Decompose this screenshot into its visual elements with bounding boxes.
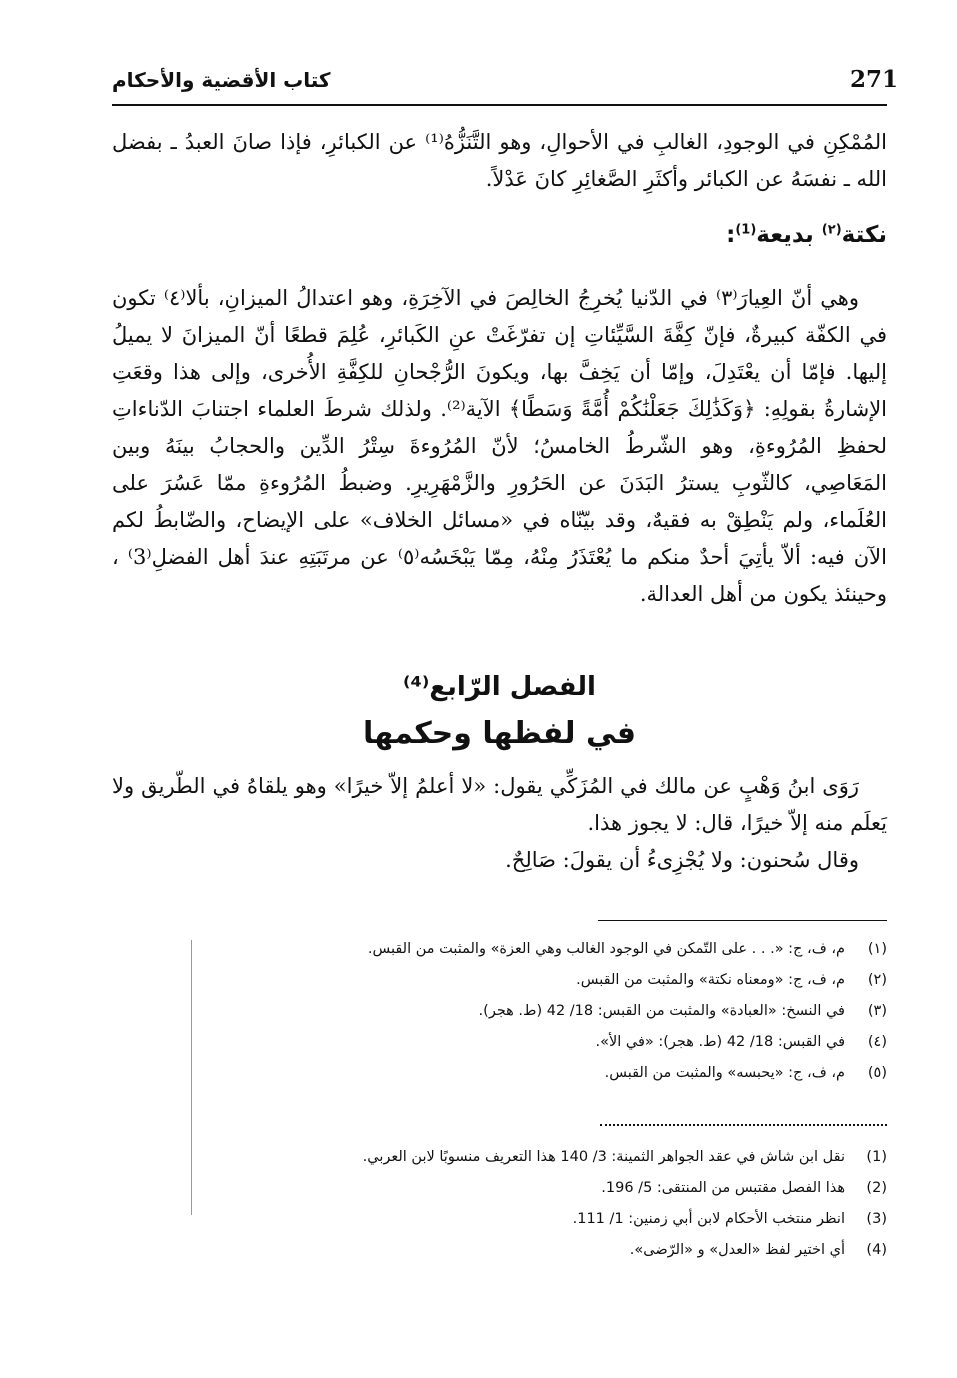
scan-margin-line — [191, 940, 192, 1215]
body-paragraph: المُمْكِنِ في الوجودِ، الغالبِ في الأحوالِ، وهو التَّنَزُّهُ⁽¹⁾ عن الكبائرِ، فإذا صانَ العبدُ ـ بفضل الله ـ نفسَهُ عن الكبائر وأكثَرِ الصَّغائِرِ كانَ عَدْلاً. — [112, 130, 887, 191]
footnote-item: (٤)في القبس: 18/ 42 (ط. هجر): «في الأ». — [595, 1034, 887, 1050]
footnote-item: (٢)م، ف، ج: «ومعناه نكتة» والمثبت من القبس. — [576, 972, 887, 988]
subheading-ref2: (1) — [735, 222, 757, 238]
body-paragraph: رَوَى ابنُ وَهْبٍ عن مالك في المُزَكِّي يقول: «لا أعلمُ إلاّ خيرًا» وهو يلقاهُ في الطّريق ولا يَعلَم منه إلاّ خيرًا، قال: لا يجوز هذا. — [112, 774, 887, 835]
subheading-colon: : — [726, 222, 736, 248]
main-paragraph-block — [112, 280, 887, 613]
page-header — [112, 62, 899, 102]
manuscript-footnotes — [112, 934, 887, 1089]
footnote-item: (4)أي اختير لفظ «العدل» و «الرّضى». — [629, 1242, 887, 1258]
chapter-title: الفصل الرّابع⁽⁴⁾ — [403, 672, 596, 702]
footnote-item: (٣)في النسخ: «العبادة» والمثبت من القبس: 18/ 42 (ط. هجر). — [478, 1003, 887, 1019]
subheading-block — [112, 222, 887, 248]
chapter-text-block — [112, 768, 887, 879]
footnote-item: (3)انظر منتخب الأحكام لابن أبي زمنين: 1/ 111. — [572, 1211, 887, 1227]
subheading — [726, 222, 887, 248]
body-paragraph: وقال سُحنون: ولا يُجْزِىءُ أن يقولَ: صَالِحٌ. — [505, 848, 859, 872]
subheading-word2: بديعة — [756, 222, 814, 248]
subheading-word1: نكتة — [841, 222, 887, 248]
running-title: كتاب الأقضية والأحكام — [112, 68, 331, 92]
footnote-item: (2)هذا الفصل مقتبس من المنتقى: 5/ 196. — [601, 1180, 887, 1196]
page-number: 271 — [850, 66, 899, 93]
opening-paragraph-block — [112, 124, 887, 198]
footnote-item: (٥)م، ف، ج: «يحبسه» والمثبت من القبس. — [604, 1065, 887, 1081]
body-paragraph: وهي أنّ العِيارَ⁽٣⁾ في الدّنيا يُخرِجُ الخالِصَ في الآخِرَةِ، وهو اعتدالُ الميزانِ، بألا⁽٤⁾ تكون في الكفّة كبيرةٌ، فإنّ كِفَّةَ السَّيِّئاتِ إن تفرّغَتْ عنِ الكَبائرِ، عُلِمَ قطعًا أنّ الميزانَ لا يميلُ إليها. فإمّا أن يعْتَدِلَ، وإمّا أن يَخِفَّ بها، ويكونَ الرُّجْحانِ للكِفَّةِ الأُخرى، وإلى هذا وقعَتِ الإشارةُ بقولِهِ: ﴿وَكَذَٰلِكَ جَعَلْنَٰكُمْ أُمَّةً وَسَطًا﴾ الآية⁽²⁾. ولذلك شرطَ العلماء اجتنابَ الدّناءاتِ لحفظِ المُرُوءةِ، وهو الشّرطُ الخامسُ؛ لأنّ المُرُوءةَ سِتْرُ الدِّين والحجابُ بينَهُ وبين المَعَاصِي، كالثّوبِ يسترُ البَدَنَ عن الحَرُورِ والزَّمْهَرِيرِ. وضبطُ المُرُوءةِ ممّا عَسُرَ على العُلَماء، ولم يَنْطِقْ به فقيهٌ، وقد بيّنّاه في «مسائل الخلاف» على الإيضاح، والضّابطُ لكم الآن فيه: ألاّ يأتِيَ أحدٌ منكم ما يُعْتَذَرُ مِنْهُ، مِمّا يَبْخَسُه⁽٥⁾ عن مرتَبَتِهِ عندَ أهل الفضلِ⁽3⁾ ، وحينئذ يكون من أهل العدالة. — [112, 286, 888, 606]
header-divider — [112, 104, 887, 106]
editor-footnotes — [112, 1142, 887, 1266]
footnote-divider — [598, 920, 887, 921]
footnote-dotted-divider — [600, 1124, 887, 1126]
footnote-item: (1)نقل ابن شاش في عقد الجواهر الثمينة: 3/ 140 هذا التعريف منسوبًا لابن العربي. — [362, 1149, 887, 1165]
subheading-ref1: (٢) — [821, 222, 842, 238]
footnote-item: (١)م، ف، ج: «. . . على التّمكن في الوجود الغالب وهي العزة» والمثبت من القبس. — [367, 941, 887, 957]
chapter-subtitle: في لفظها وحكمها — [363, 716, 636, 751]
